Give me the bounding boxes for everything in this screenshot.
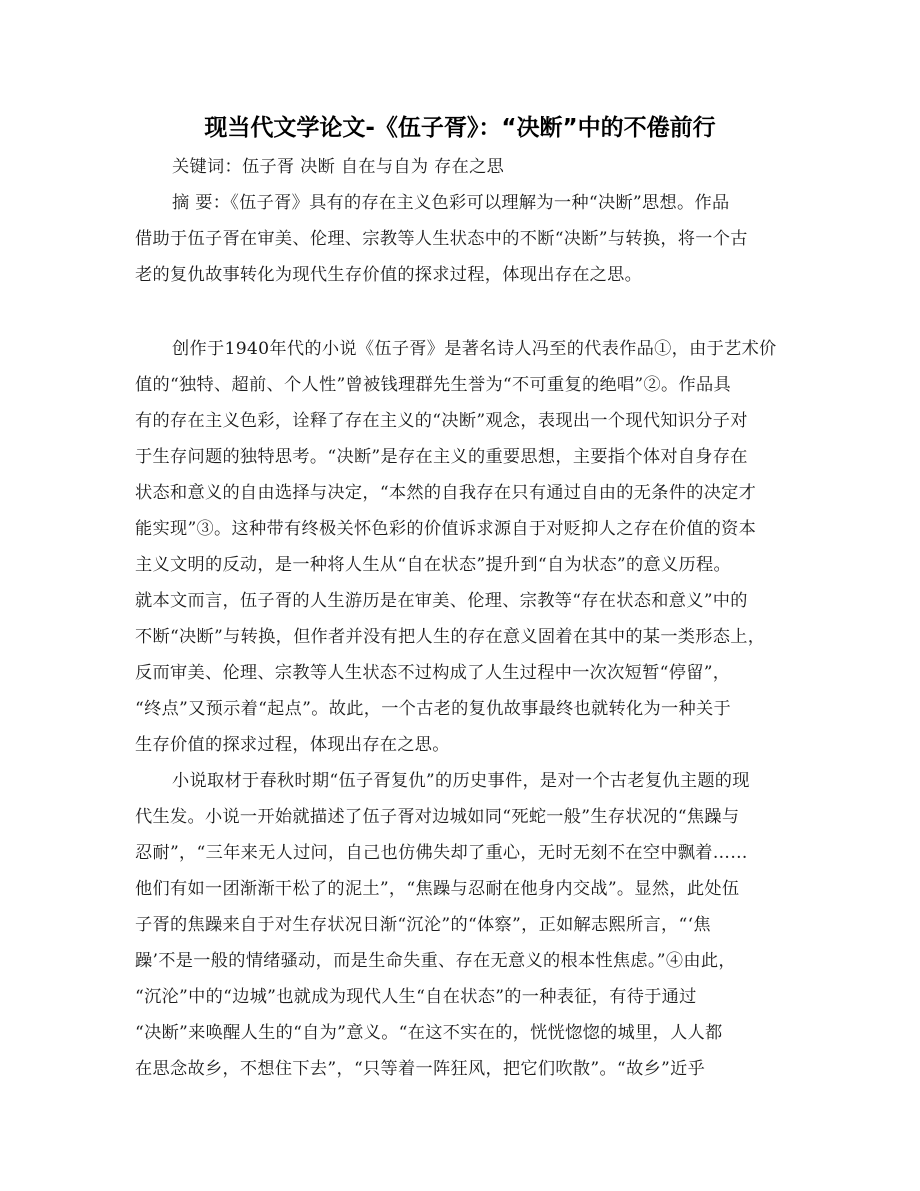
abstract-line: 老的复仇故事转化为现代生存价值的探求过程，体现出存在之思。 [135, 265, 643, 285]
body-line: 不断“决断”与转换，但作者并没有把人生的存在意义固着在其中的某一类形态上， [135, 627, 766, 647]
keywords-line: 关键词：伍子胥 决断 自在与自为 存在之思 [172, 157, 505, 177]
body-line: 他们有如一团渐渐干松了的泥土”，“焦躁与忍耐在他身内交战”。显然，此处伍 [135, 879, 740, 899]
body-line: 有的存在主义色彩，诠释了存在主义的“决断”观念，表现出一个现代知识分子对 [135, 411, 748, 431]
abstract-line: 摘 要：《伍子胥》具有的存在主义色彩可以理解为一种“决断”思想。作品 [172, 193, 730, 213]
abstract-line: 借助于伍子胥在审美、伦理、宗教等人生状态中的不断“决断”与转换，将一个古 [135, 229, 748, 249]
body-line: “沉沦”中的“边城”也就成为现代人生“自在状态”的一种表征，有待于通过 [135, 987, 697, 1007]
body-line: 创作于1940年代的小说《伍子胥》是著名诗人冯至的代表作品①，由于艺术价 [172, 339, 777, 359]
body-line: 忍耐”，“三年来无人过问，自己也仿佛失却了重心，无时无刻不在空中飘着…… [135, 843, 748, 863]
body-line: 于生存问题的独特思考。“决断”是存在主义的重要思想，主要指个体对自身存在 [135, 447, 748, 467]
body-line: 反而审美、伦理、宗教等人生状态不过构成了人生过程中一次次短暂“停留”， [135, 663, 731, 683]
body-line: 小说取材于春秋时期“伍子胥复仇”的历史事件，是对一个古老复仇主题的现 [172, 771, 750, 791]
body-line: 代生发。小说一开始就描述了伍子胥对边城如同“死蛇一般”生存状况的“焦躁与 [135, 807, 740, 827]
body-line: 躁’不是一般的情绪骚动，而是生命失重、存在无意义的根本性焦虑。”④由此， [135, 951, 736, 971]
body-line: 状态和意义的自由选择与决定，“本然的自我存在只有通过自由的无条件的决定才 [135, 483, 757, 503]
body-line: “决断”来唤醒人生的“自为”意义。“在这不实在的，恍恍惚惚的城里，人人都 [135, 1023, 723, 1043]
body-line: 子胥的焦躁来自于对生存状况日渐“沉沦”的“体察”，正如解志熙所言，“‘焦 [135, 915, 711, 935]
body-line: 能实现”③。这种带有终极关怀色彩的价值诉求源自于对贬抑人之存在价值的资本 [135, 519, 757, 539]
body-line: 在思念故乡，不想住下去”，“只等着一阵狂风，把它们吹散”。“故乡”近乎 [135, 1059, 706, 1079]
body-line: “终点”又预示着“起点”。故此，一个古老的复仇故事最终也就转化为一种关于 [135, 699, 731, 719]
body-line: 主义文明的反动，是一种将人生从“自在状态”提升到“自为状态”的意义历程。 [135, 555, 731, 575]
body-line: 就本文而言，伍子胥的人生游历是在审美、伦理、宗教等“存在状态和意义”中的 [135, 591, 748, 611]
body-line: 生存价值的探求过程，体现出存在之思。 [135, 735, 450, 755]
document-title: 现当代文学论文-《伍子胥》：“决断”中的不倦前行 [204, 115, 716, 141]
body-line: 值的“独特、超前、个人性”曾被钱理群先生誉为“不可重复的绝唱”②。作品具 [135, 375, 731, 395]
